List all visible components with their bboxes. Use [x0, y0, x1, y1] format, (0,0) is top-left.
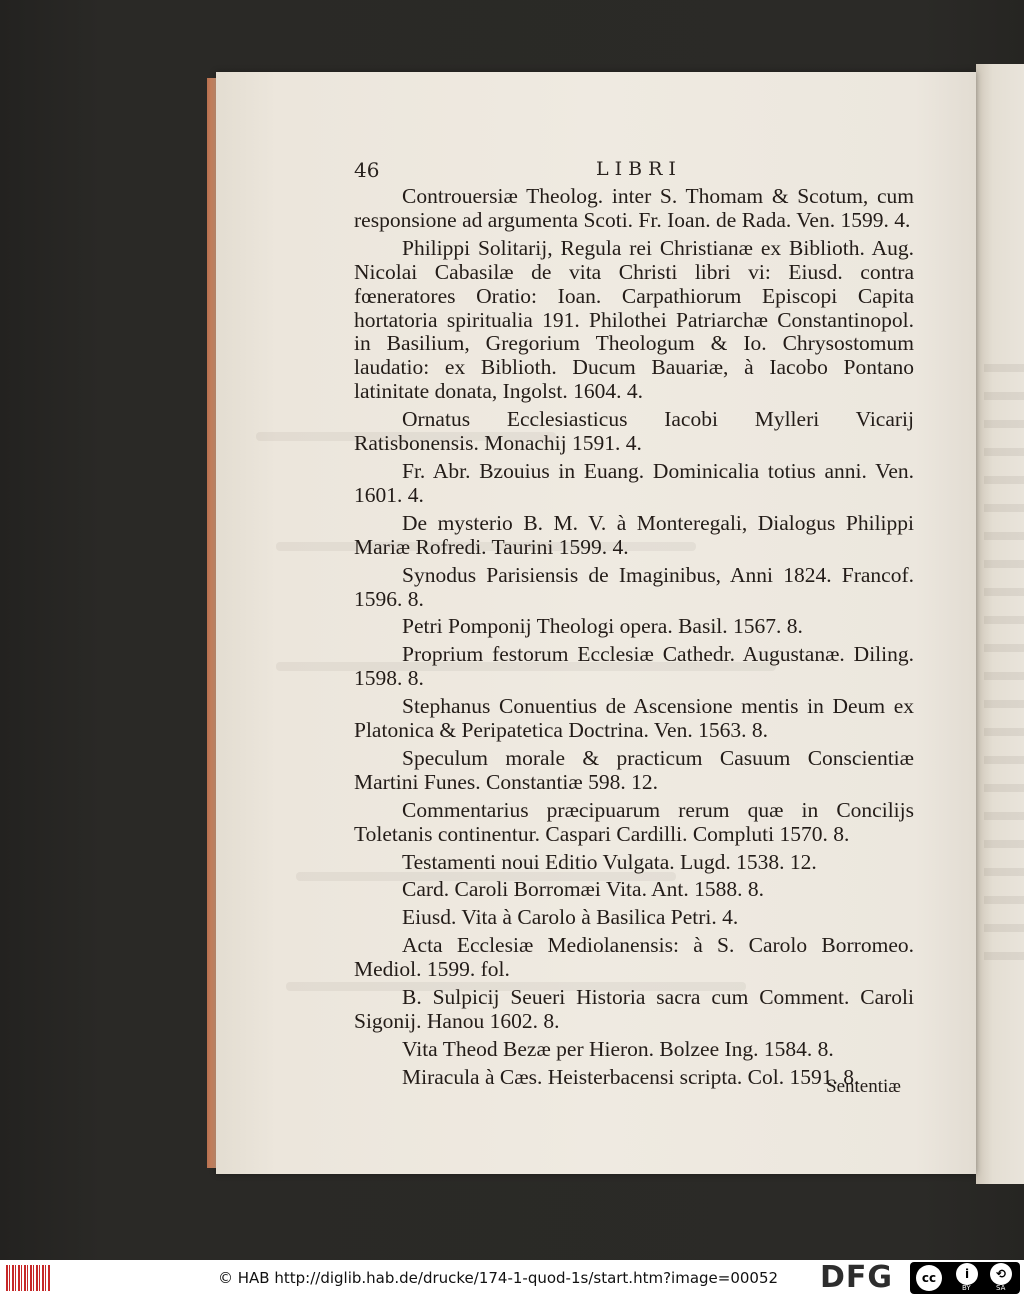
cc-license-badge[interactable]	[910, 1262, 1020, 1294]
license-by-label: BY	[962, 1284, 971, 1292]
book-page	[216, 72, 976, 1174]
catalogue-entry: Speculum morale & practicum Casuum Conscientiæ Martini Funes. Constantiæ 598. 12.	[354, 745, 914, 794]
facing-page-edge	[976, 64, 1024, 1184]
page-number: 46	[354, 158, 380, 182]
dfg-logo: DFG	[820, 1260, 894, 1295]
catalogue-entry: De mysterio B. M. V. à Monteregali, Dialogus Philippi Mariæ Rofredi. Taurini 1599. 4.	[354, 510, 914, 559]
catalogue-entry: Ornatus Ecclesiasticus Iacobi Mylleri Vicarij Ratisbonensis. Monachij 1591. 4.	[354, 407, 914, 456]
source-link[interactable]: © HAB http://diglib.hab.de/drucke/174-1-quod-1s/start.htm?image=00052	[218, 1269, 779, 1287]
catalogue-entry: Fr. Abr. Bzouius in Euang. Dominicalia totius anni. Ven. 1601. 4.	[354, 458, 914, 507]
catalogue-entry: Acta Ecclesiæ Mediolanensis: à S. Carolo Borromeo. Mediol. 1599. fol.	[354, 933, 914, 982]
catalogue-entry: Eiusd. Vita à Carolo à Basilica Petri. 4.	[402, 905, 739, 930]
running-head: LIBRI	[596, 158, 682, 180]
catalogue-entry: Proprium festorum Ecclesiæ Cathedr. Augustanæ. Diling. 1598. 8.	[354, 642, 914, 691]
catalogue-text	[354, 185, 914, 1094]
license-sa-label: SA	[996, 1284, 1006, 1292]
catalogue-entry: Stephanus Conuentius de Ascensione mentis in Deum ex Platonica & Peripatetica Doctrina. Ven. 1563. 8.	[354, 694, 914, 743]
cc-icon: cc	[916, 1265, 942, 1291]
catalogue-entry: Controuersiæ Theolog. inter S. Thomam & Scotum, cum responsione ad argumenta Scoti. Fr. Ioan. de Rada. Ven. 1599. 4.	[354, 184, 914, 232]
catalogue-entry: Miracula à Cæs. Heisterbacensi scripta. Col. 1591. 8.	[402, 1064, 860, 1089]
share-alike-icon: ⟲	[990, 1263, 1012, 1285]
catalogue-entry: Card. Caroli Borromæi Vita. Ant. 1588. 8.	[402, 877, 765, 902]
catalogue-entry: Petri Pomponij Theologi opera. Basil. 1567. 8.	[402, 614, 803, 639]
catalogue-entry: Synodus Parisiensis de Imaginibus, Anni 1824. Francof. 1596. 8.	[354, 562, 914, 611]
catalogue-entry: Vita Theod Bezæ per Hieron. Bolzee Ing. 1584. 8.	[402, 1036, 834, 1061]
attribution-icon: i	[956, 1263, 978, 1285]
barcode-logo-icon	[6, 1265, 50, 1291]
catalogue-entry: B. Sulpicij Seueri Historia sacra cum Comment. Caroli Sigonij. Hanou 1602. 8.	[354, 985, 914, 1033]
catalogue-entry: Commentarius præcipuarum rerum quæ in Concilijs Toletanis continentur. Caspari Cardilli. Compluti 1570. 8.	[354, 797, 914, 846]
catchword: Sententiæ	[826, 1076, 901, 1097]
catalogue-entry: Testamenti noui Editio Vulgata. Lugd. 1538. 12.	[402, 849, 817, 874]
catalogue-entry: Philippi Solitarij, Regula rei Christianæ ex Biblioth. Aug. Nicolai Cabasilæ de vita Christi libri vi: Eiusd. contra fœneratores Oratio: Ioan. Carpathiorum Episcopi Capita hortatoria spiritualia 191. Philothei Patriarchæ Constantinopol. in Basilium, Gregorium Theologum & Io. Chrysostomum laudatio: ex Biblioth. Ducum Bauariæ, à Iacobo Pontano latinitate donata, Ingolst. 1604. 4.	[354, 235, 914, 404]
viewer-footer	[0, 1260, 1024, 1297]
